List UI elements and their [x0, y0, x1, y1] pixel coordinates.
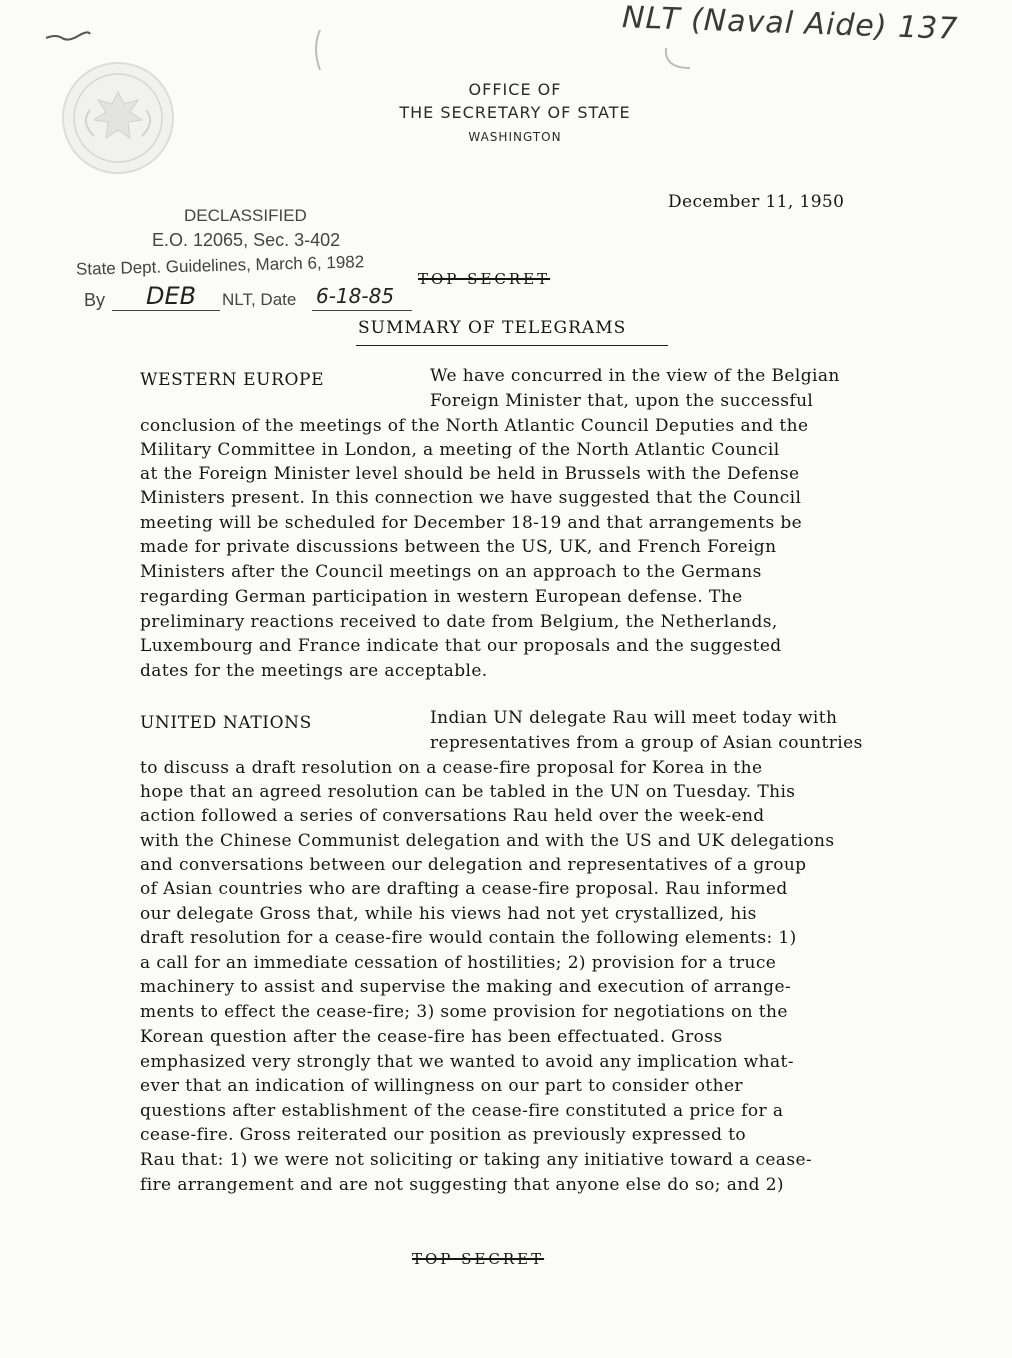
pen-mark-icon [44, 26, 94, 46]
by-underline [112, 310, 220, 311]
section-line: fire arrangement and are not suggesting that anyone else do so; and 2) [140, 1175, 784, 1195]
section-line: our delegate Gross that, while his views had not yet crystallized, his [140, 904, 757, 924]
section-line: draft resolution for a cease-fire would contain the following elements: 1) [140, 928, 797, 948]
section-line: conclusion of the meetings of the North Atlantic Council Deputies and the [140, 416, 809, 436]
section-line: a call for an immediate cessation of hostilities; 2) provision for a truce [140, 953, 777, 973]
section-line: at the Foreign Minister level should be held in Brussels with the Defense [140, 464, 800, 484]
letterhead-secretary: THE SECRETARY OF STATE [399, 103, 631, 122]
declassification-authority: E.O. 12065, Sec. 3-402 [152, 230, 341, 250]
section-line: meeting will be scheduled for December 18-19 and that arrangements be [140, 513, 803, 533]
embossed-seal-icon [60, 60, 176, 176]
section-line: of Asian countries who are drafting a cease-fire proposal. Rau informed [140, 879, 788, 899]
section-line: made for private discussions between the US, UK, and French Foreign [140, 537, 777, 557]
section-line: representatives from a group of Asian countries [430, 733, 863, 753]
document-date: December 11, 1950 [668, 192, 845, 212]
section-line: preliminary reactions received to date from Belgium, the Netherlands, [140, 612, 778, 632]
section-line: We have concurred in the view of the Belgian [430, 366, 840, 386]
section-line: Luxembourg and France indicate that our proposals and the suggested [140, 636, 782, 656]
declassification-date-label: NLT, Date [222, 290, 297, 309]
section-line: Military Committee in London, a meeting of the North Atlantic Council [140, 440, 780, 460]
declassification-date-value: 6-18-85 [316, 284, 395, 308]
classification-marking-top: TOP SECRET [418, 270, 551, 288]
section-heading-western-europe: WESTERN EUROPE [140, 370, 325, 390]
page-title: SUMMARY OF TELEGRAMS [358, 318, 627, 338]
declassification-by-initials: DEB [146, 282, 197, 310]
handwritten-annotation: NLT (Naval Aide) 137 [621, 0, 959, 47]
section-line: Korean question after the cease-fire has been effectuated. Gross [140, 1027, 723, 1047]
section-line: Indian UN delegate Rau will meet today with [430, 708, 838, 728]
section-line: cease-fire. Gross reiterated our position as previously expressed to [140, 1125, 747, 1145]
section-line: ever that an indication of willingness on our part to consider other [140, 1076, 743, 1096]
date-underline [312, 310, 412, 311]
section-line: machinery to assist and supervise the making and execution of arrange- [140, 977, 792, 997]
section-line: and conversations between our delegation and representatives of a group [140, 855, 807, 875]
section-line: regarding German participation in western European defense. The [140, 587, 743, 607]
letterhead-city: WASHINGTON [468, 130, 562, 144]
section-heading-united-nations: UNITED NATIONS [140, 713, 312, 733]
section-line: to discuss a draft resolution on a cease-fire proposal for Korea in the [140, 758, 763, 778]
section-line: hope that an agreed resolution can be tabled in the UN on Tuesday. This [140, 782, 796, 802]
punch-hole-icon [660, 44, 700, 74]
section-line: emphasized very strongly that we wanted to avoid any implication what- [140, 1052, 794, 1072]
section-line: questions after establishment of the cease-fire constituted a price for a [140, 1101, 784, 1121]
section-line: Rau that: 1) we were not soliciting or taking any initiative toward a cease- [140, 1150, 813, 1170]
punch-hole-icon [306, 26, 336, 76]
letterhead-office: OFFICE OF [468, 80, 562, 99]
section-line: Ministers after the Council meetings on an approach to the Germans [140, 562, 762, 582]
section-line: with the Chinese Communist delegation and with the US and UK delegations [140, 831, 835, 851]
section-line: dates for the meetings are acceptable. [140, 661, 488, 681]
classification-marking-bottom: TOP SECRET [412, 1250, 545, 1268]
section-line: Ministers present. In this connection we have suggested that the Council [140, 488, 802, 508]
section-line: ments to effect the cease-fire; 3) some provision for negotiations on the [140, 1002, 788, 1022]
declassification-guidelines: State Dept. Guidelines, March 6, 1982 [75, 252, 365, 279]
section-line: Foreign Minister that, upon the successful [430, 391, 814, 411]
section-line: action followed a series of conversations Rau held over the week-end [140, 806, 765, 826]
title-underline [356, 345, 668, 346]
declassification-by-label: By [84, 290, 106, 310]
declassified-stamp: DECLASSIFIED [184, 206, 307, 225]
